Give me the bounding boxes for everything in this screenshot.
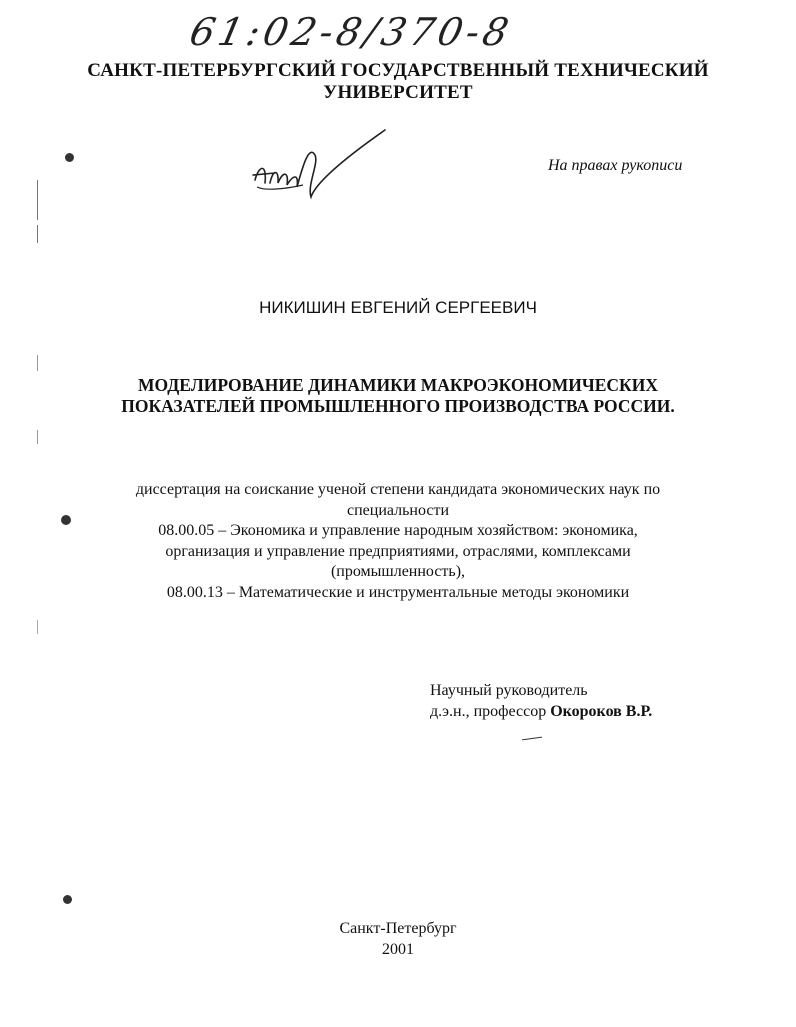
description-line-2: специальности <box>346 501 450 519</box>
scan-artifact-line <box>37 430 38 444</box>
scan-artifact-dot <box>61 515 71 525</box>
pen-stroke-mark <box>522 737 542 741</box>
scan-artifact-dot <box>65 153 74 162</box>
title-line-1: МОДЕЛИРОВАНИЕ ДИНАМИКИ МАКРОЭКОНОМИЧЕСКИХ <box>137 375 658 395</box>
title-line-2: ПОКАЗАТЕЛЕЙ ПРОМЫШЛЕННОГО ПРОИЗВОДСТВА РОССИИ. <box>121 396 675 416</box>
supervisor-line <box>430 701 652 722</box>
description-line-1: диссертация на соискание ученой степени кандидата экономических наук по <box>135 481 661 498</box>
supervisor-label: Научный руководитель <box>430 682 588 699</box>
scan-artifact-line <box>37 180 38 220</box>
handwritten-catalog-number: 61:02-8/370-8 <box>185 10 517 54</box>
description-line-6: 08.00.13 – Математические и инструментальные методы экономики <box>166 583 630 601</box>
scan-artifact-line <box>37 620 38 634</box>
description-line-4: организация и управление предприятиями, отраслями, комплексами <box>165 542 631 560</box>
supervisor-name: Окороков В.Р. <box>550 703 653 720</box>
scan-artifact-line <box>37 225 38 243</box>
author-name: НИКИШИН ЕВГЕНИЙ СЕРГЕЕВИЧ <box>259 298 537 317</box>
university-line-2: УНИВЕРСИТЕТ <box>323 82 473 103</box>
scan-artifact-line <box>37 355 38 371</box>
city: Санкт-Петербург <box>339 920 457 937</box>
scan-artifact-dot <box>63 895 72 904</box>
year: 2001 <box>382 941 414 958</box>
footer-place-year <box>0 918 796 960</box>
description-line-3: 08.00.05 – Экономика и управление народным хозяйством: экономика, <box>158 522 638 539</box>
university-line-1: САНКТ-ПЕТЕРБУРГСКИЙ ГОСУДАРСТВЕННЫЙ ТЕХНИЧЕСКИЙ <box>87 60 709 81</box>
dissertation-title <box>0 375 796 417</box>
supervisor-degree: д.э.н., профессор <box>430 703 551 720</box>
dissertation-description <box>0 480 796 603</box>
author-signature <box>245 125 405 210</box>
manuscript-rights-note: На правах рукописи <box>548 157 683 174</box>
university-header <box>0 60 796 104</box>
supervisor-block <box>430 680 652 722</box>
description-line-5: (промышленность), <box>330 563 466 580</box>
